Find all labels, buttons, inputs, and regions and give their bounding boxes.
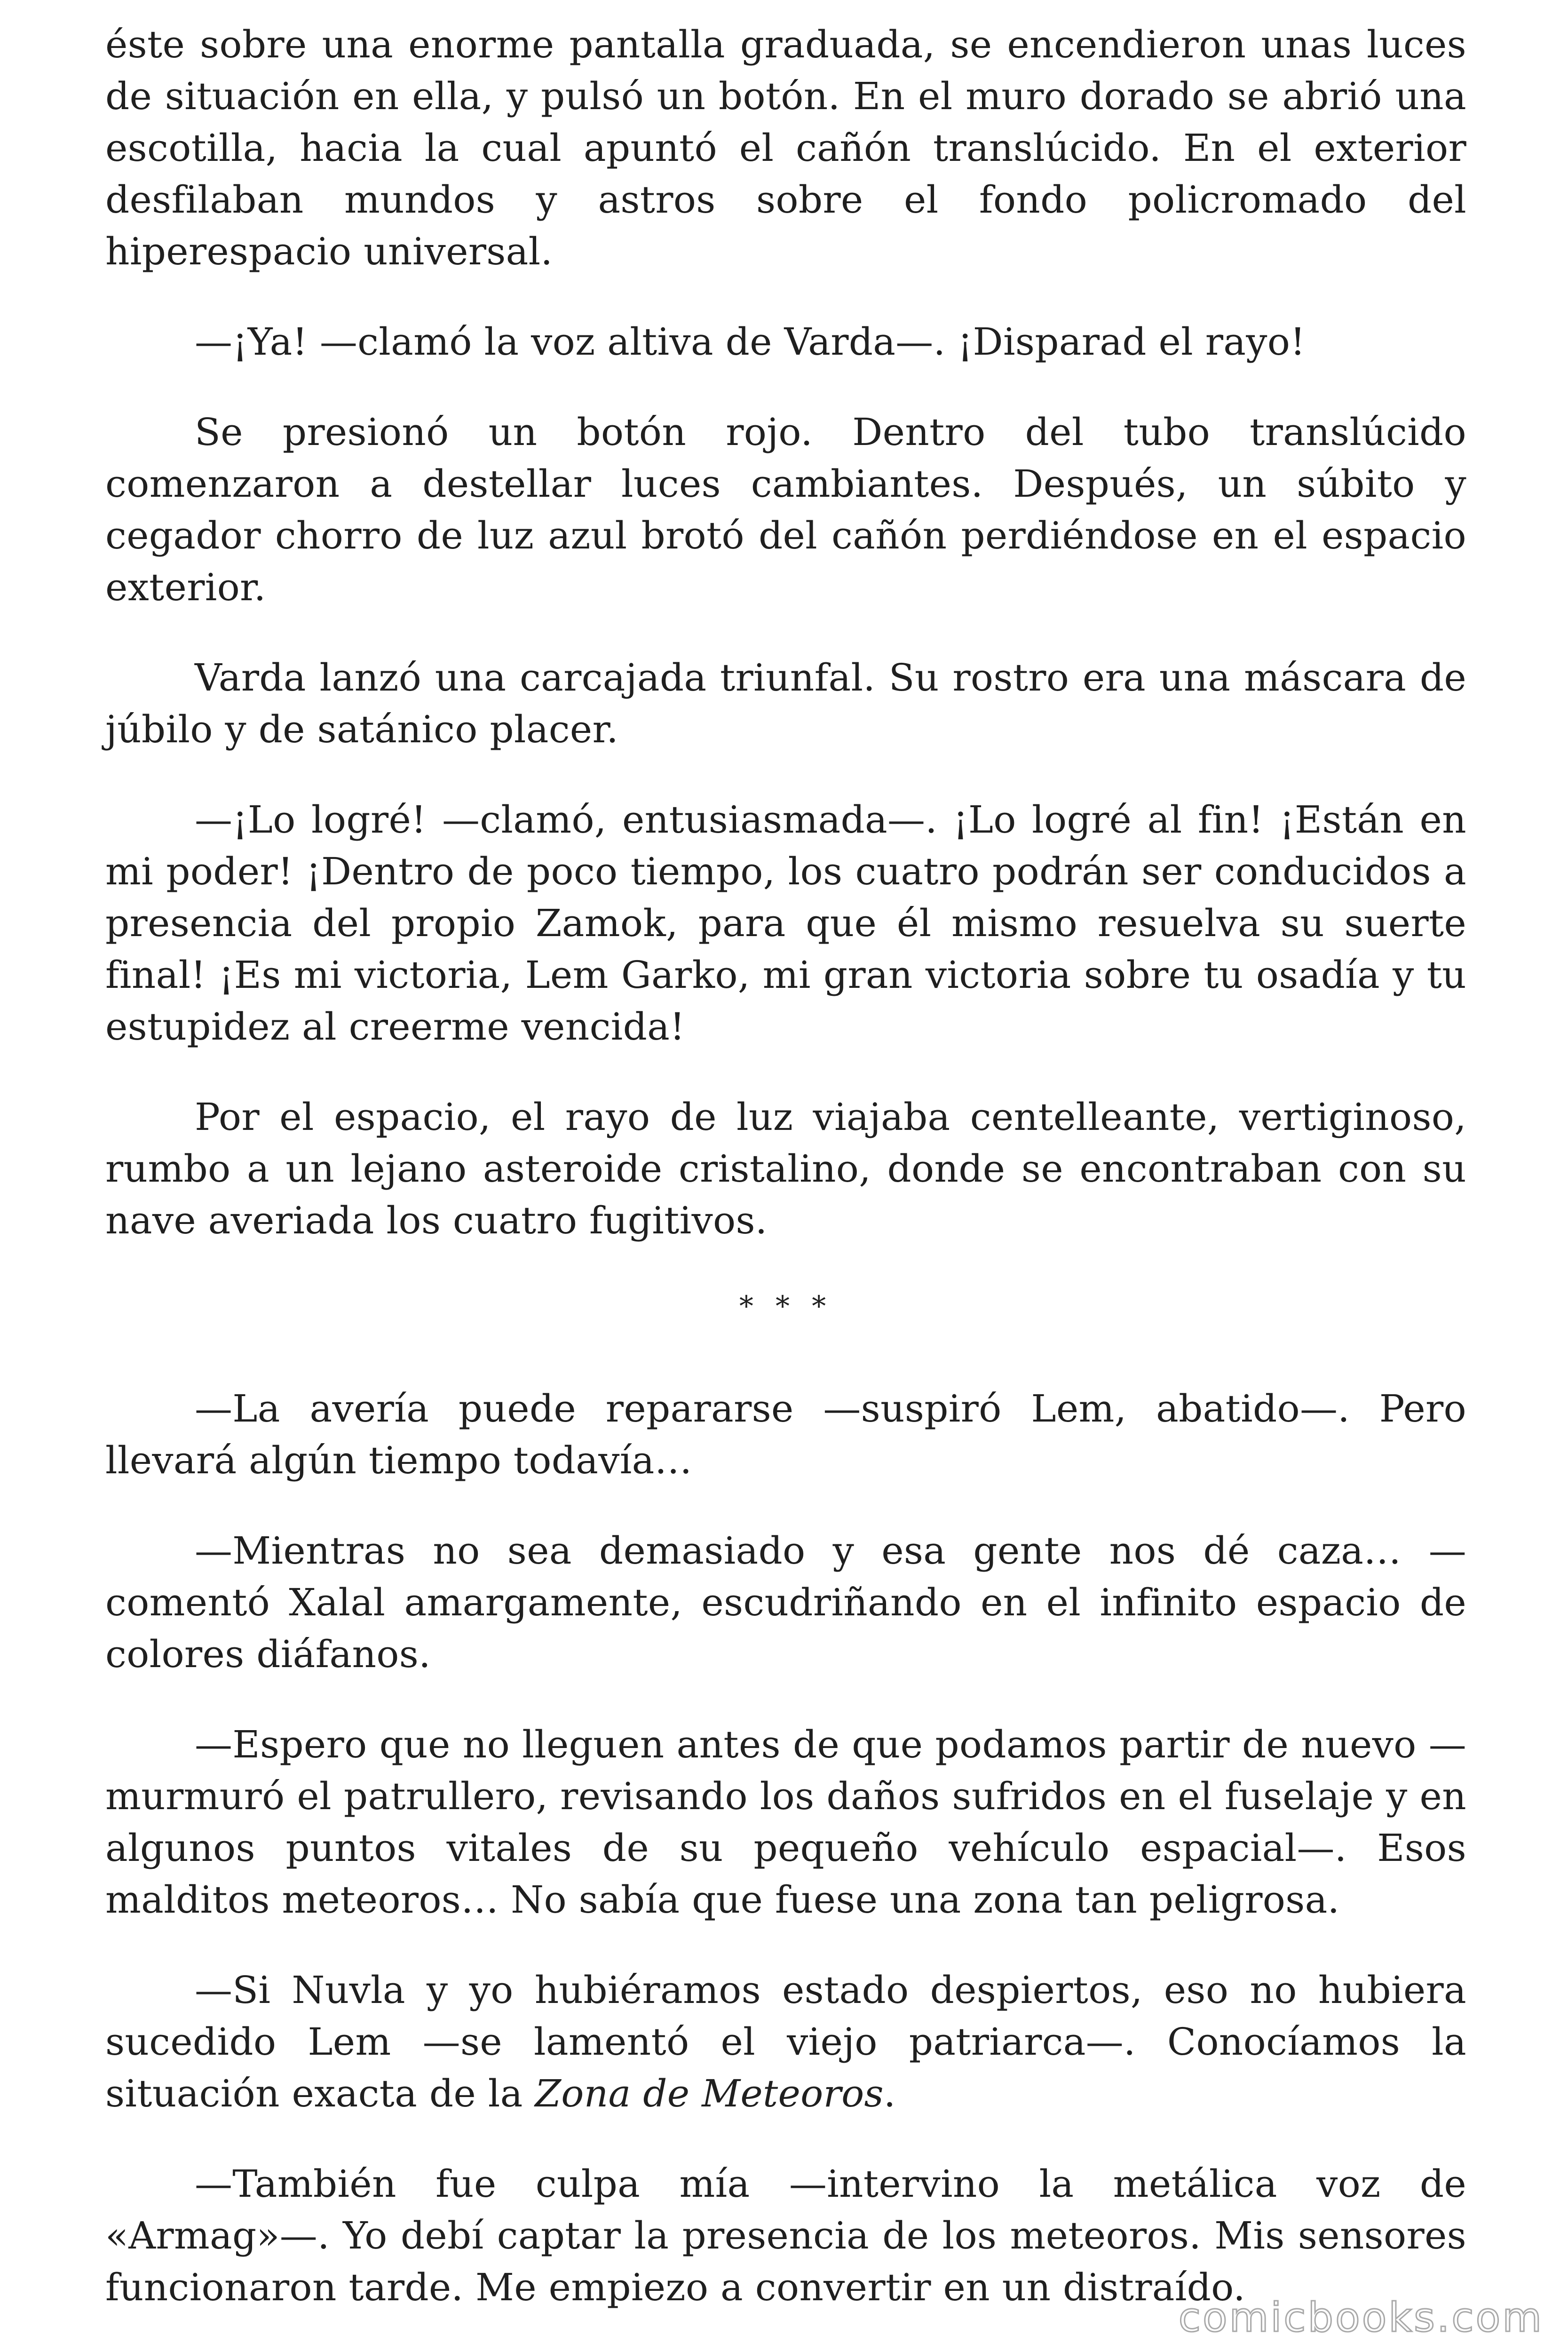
paragraph-10-end: . [883,2072,896,2115]
paragraph-11: —También fue culpa mía —intervino la metálica voz de «Armag»—. Yo debí captar la presencia de los meteoros. Mis sensores funcionaron tarde. Me empiezo a convertir en un distraído. [105,2162,1466,2309]
paragraph-8: —Mientras no sea demasiado y esa gente nos dé caza… —comentó Xalal amargamente, escudriñando en el infinito espacio de colores diáfanos. [105,1529,1466,1676]
watermark-logo: comicbooks.com [1178,2294,1544,2341]
paragraph-5: —¡Lo logré! —clamó, entusiasmada—. ¡Lo logré al fin! ¡Están en mi poder! ¡Dentro de poco tiempo, los cuatro podrán ser conducidos a presencia del propio Zamok, para que él mismo resuelva su suerte final! ¡Es mi victoria, Lem Garko, mi gran victoria sobre tu osadía y tu estupidez al creerme vencida! [105,798,1466,1049]
paragraph-7: —La avería puede repararse —suspiró Lem, abatido—. Pero llevará algún tiempo todavía… [105,1387,1466,1482]
paragraph-2: —¡Ya! —clamó la voz altiva de Varda—. ¡Disparad el rayo! [195,320,1306,364]
paragraph-1: éste sobre una enorme pantalla graduada, se encendieron unas luces de situación en ella, y pulsó un botón. En el muro dorado se abrió una escotilla, hacia la cual apuntó el cañón translúcido. En el exterior desfilaban mundos y astros sobre el fondo policromado del hiperespacio universal. [105,23,1466,273]
book-page [105,19,1466,2352]
paragraph-10-text: —Si Nuvla y yo hubiéramos estado despiertos, eso no hubiera sucedido Lem —se lamentó el viejo patriarca—. Conocíamos la situación exacta de la [105,1968,1466,2115]
paragraph-3: Se presionó un botón rojo. Dentro del tubo translúcido comenzaron a destellar luces cambiantes. Después, un súbito y cegador chorro de luz azul brotó del cañón perdiéndose en el espacio exterior. [105,410,1466,609]
section-separator: * * * [739,1290,833,1323]
paragraph-6: Por el espacio, el rayo de luz viajaba centelleante, vertiginoso, rumbo a un lejano asteroide cristalino, donde se encontraban con su nave averiada los cuatro fugitivos. [105,1095,1466,1242]
paragraph-9: —Espero que no lleguen antes de que podamos partir de nuevo —murmuró el patrullero, revisando los daños sufridos en el fuselaje y en algunos puntos vitales de su pequeño vehículo espacial—. Esos malditos meteoros… No sabía que fuese una zona tan peligrosa. [105,1723,1466,1922]
paragraph-10-italic: Zona de Meteoros [535,2072,884,2115]
paragraph-4: Varda lanzó una carcajada triunfal. Su rostro era una máscara de júbilo y de satánico placer. [105,656,1466,751]
paragraph-10 [105,1964,1466,2120]
